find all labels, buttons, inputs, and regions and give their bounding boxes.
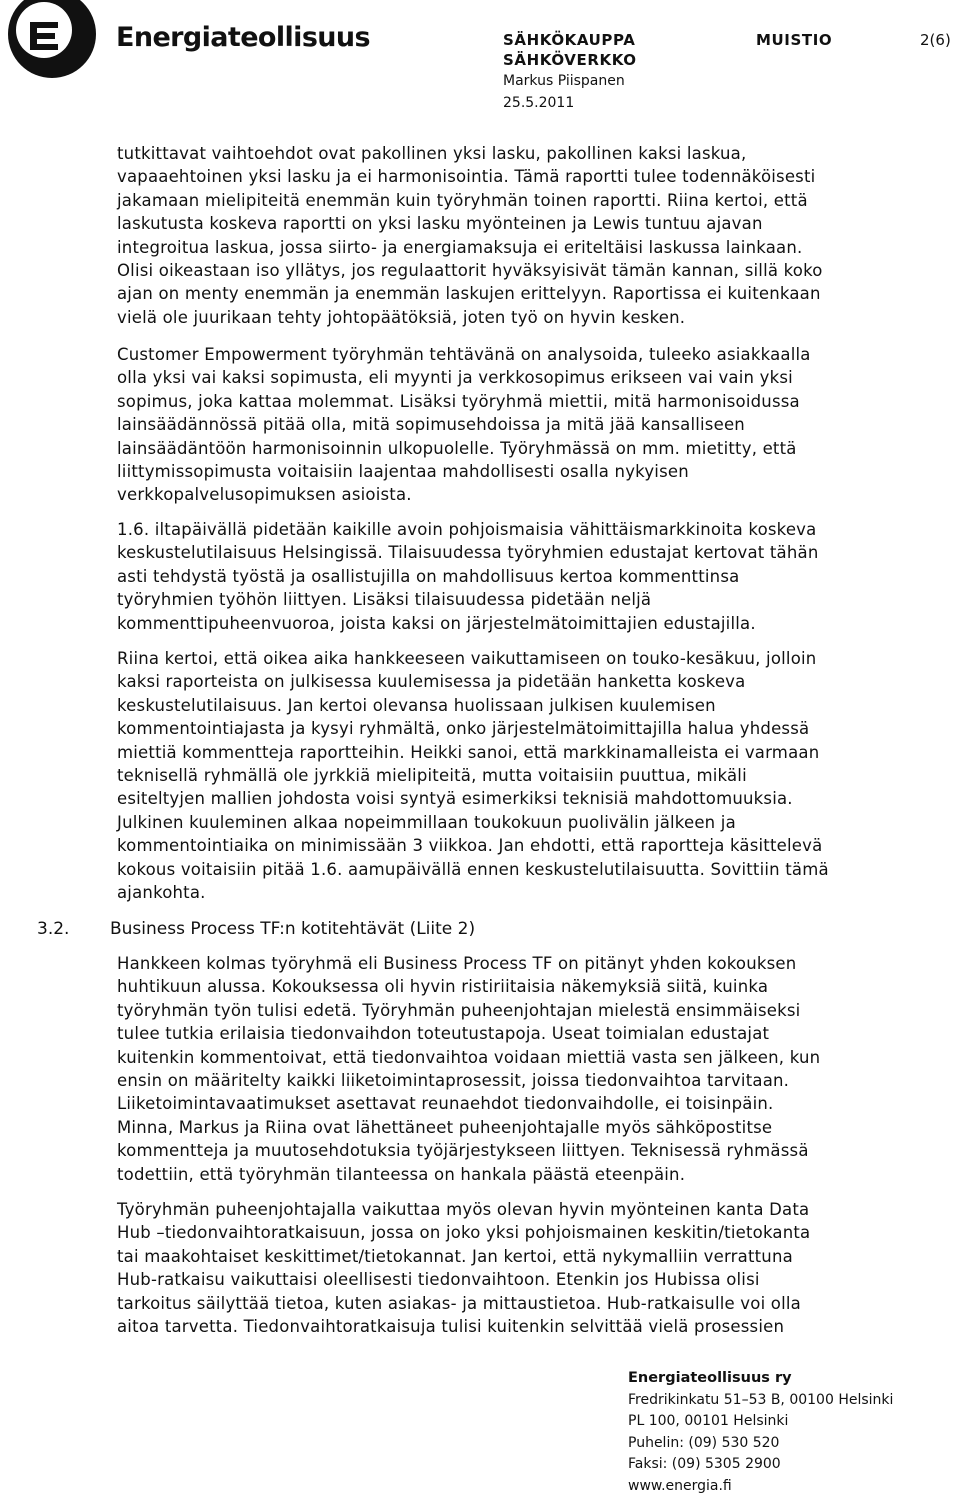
paragraph: 1.6. iltapäivällä pidetään kaikille avoin pohjoismaisia vähittäismarkkinoita koskeva keskustelutilaisuus Helsingissä. Tilaisuudessa työryhmien edustajat kertovat tähän asti tehdystä työstä ja osallistujilla on mahdollisuus kertoa kommenttinsa työryhmien työhön liittyen. Lisäksi tilaisuudessa pidetään neljä kommenttipuheenvuoroa, joista kaksi on järjestelmätoimittajien edustajilla.: [117, 520, 819, 633]
footer-fax: Faksi: (09) 5305 2900: [628, 1456, 781, 1473]
paragraph: tutkittavat vaihtoehdot ovat pakollinen yksi lasku, pakollinen kaksi laskua, vapaaehtoinen yksi lasku ja ei harmonisointia. Tämä raportti tulee todennäköisesti jakamaan mielipiteitä enemmän kuin työryhmän toinen raportti. Riina kertoi, että laskutusta koskeva raportti on yksi lasku myönteinen ja Lewis tuntuu ajavan integroitua laskua, jossa siirto- ja energiamaksuja ei eriteltäisi laskussa lainkaan. Olisi oikeastaan iso yllätys, jos regulaattorit hyväksyisivät tämän kannan, sillä koko ajan on menty enemmän ja enemmän laskujen erittelyyn. Raportissa ei kuitenkaan vielä ole juurikaan tehty johtopäätöksiä, joten työ on hyvin kesken.: [117, 144, 823, 327]
section-heading: Business Process TF:n kotitehtävät (Liite 2): [110, 919, 476, 939]
header-author: Markus Piispanen: [503, 73, 625, 89]
footer-address: Fredrikinkatu 51–53 B, 00100 Helsinki: [628, 1391, 894, 1408]
footer-contact: [628, 1368, 948, 1498]
footer-po-box: PL 100, 00101 Helsinki: [628, 1413, 789, 1430]
paragraph: Hankkeen kolmas työryhmä eli Business Process TF on pitänyt yhden kokouksen huhtikuun alussa. Kokouksessa oli hyvin ristiriitaisia näkemyksiä siitä, kuinka työryhmän työn tulisi edetä. Työryhmän puheenjohtajan mielestä ensimmäiseksi tulee tutkia erilaisia tiedonvaihdon toteutustapoja. Useat toimialan edustajat kuitenkin kommentoivat, että tiedonvaihtoa voidaan miettiä vasta sen jälkeen, kun ensin on määritelty kaikki liiketoimintaprosessit, joissa tiedonvaihtoa tarvitaan. Liiketoimintavaatimukset asettavat reunaehdot tiedonvaihdolle, ei toisinpäin. Minna, Markus ja Riina ovat lähettäneet puheenjohtajalle myös sähköpostitse kommentteja ja muutosehdotuksia työjärjestykseen liittyen. Teknisessä ryhmässä todettiin, että työryhmän tilanteessa on hankala päästä eteenpäin.: [117, 954, 821, 1184]
footer-organization: Energiateollisuus ry: [628, 1370, 792, 1386]
header-document-type: MUISTIO: [756, 31, 833, 49]
footer-phone: Puhelin: (09) 530 520: [628, 1434, 780, 1451]
header-department: SÄHKÖKAUPPA SÄHKÖVERKKO: [503, 31, 637, 69]
brand-name: Energiateollisuus: [116, 22, 371, 53]
paragraph: Työryhmän puheenjohtajalla vaikuttaa myös olevan hyvin myönteinen kanta Data Hub –tiedonvaihtoratkaisuun, jossa on joko yksi pohjoismainen keskitin/tietokanta tai maakohtaiset keskittimet/tietokannat. Jan kertoi, että nykymalliin verrattuna Hub-ratkaisu vaikuttaisi oleellisesti tiedonvaihtoon. Etenkin jos Hubissa olisi tarkoitus säilyttää tietoa, kuten asiakas- ja mittaustietoa. Hub-ratkaisulle voi olla aitoa tarvetta. Tiedonvaihtoratkaisuja tulisi kuitenkin selvittää vielä prosessien: [117, 1200, 811, 1337]
footer-website-link[interactable]: www.energia.fi: [628, 1477, 732, 1494]
paragraph: Customer Empowerment työryhmän tehtävänä on analysoida, tuleeko asiakkaalla olla yksi vai kaksi sopimusta, eli myynti ja verkkosopimus erikseen vai vain yksi sopimus, joka kattaa molemmat. Lisäksi työryhmä miettii, mitä harmonisoidussa lainsäädännössä pitää olla, mitä sopimusehdoissa ja mitä jää kansalliseen lainsäädäntöön harmonisoinnin ulkopuolelle. Työryhmässä on mm. mietitty, että liittymissopimusta voitaisiin laajentaa mahdollisesti osalla nykyisen verkkopalvelusopimuksen asioista.: [117, 345, 811, 505]
section-number: 3.2.: [37, 919, 70, 939]
header-date: 25.5.2011: [503, 95, 575, 111]
header-page-number: 2(6): [920, 31, 951, 49]
energiateollisuus-logo-icon: [0, 0, 110, 80]
paragraph: Riina kertoi, että oikea aika hankkeeseen vaikuttamiseen on touko-kesäkuu, jolloin kaksi raporteista on julkisessa kuulemisessa ja pidetään hanketta koskeva keskustelutilaisuus. Jan kertoi olevansa huolissaan julkisen kuulemisen kommentointiajasta ja kysyi ryhmältä, onko järjestelmätoimittajilla halua yhdessä miettiä kommentteja raportteihin. Heikki sanoi, että markkinamalleista ei varmaan teknisellä ryhmällä ole jyrkkiä mielipiteitä, mutta voitaisiin puuttua, mikäli esiteltyjen mallien johdosta voisi syntyä esimerkiksi teknisiä mahdottomuuksia. Julkinen kuuleminen alkaa nopeimmillaan toukokuun puolivälin jälkeen ja kommentointiaika on minimissään 3 viikkoa. Jan ehdotti, että raportteja käsittelevä kokous voitaisiin pitää 1.6. aamupäivällä ennen keskustelutilaisuutta. Sovittiin tämä ajankohta.: [117, 649, 829, 903]
